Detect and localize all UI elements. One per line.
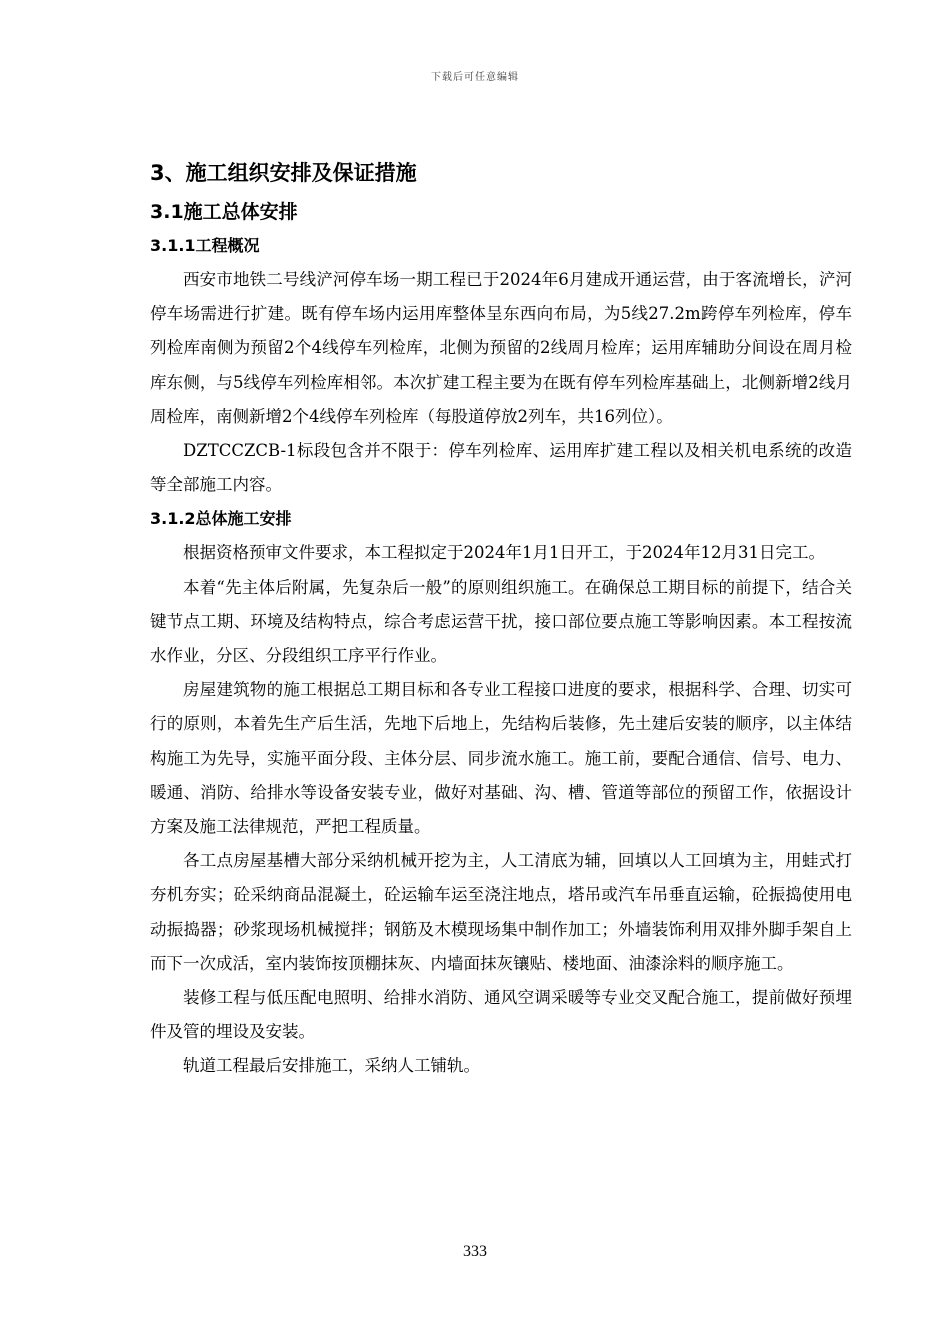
arrangement-paragraph: 房屋建筑物的施工根据总工期目标和各专业工程接口进度的要求，根据科学、合理、切实可行的原则，本着先生产后生活，先地下后地上，先结构后装修，先土建后安装的顺序，以主体结构施工为先导，实施平面分段、主体分层、同步流水施工。施工前，要配合通信、信号、电力、暖通、消防、给排水等设备安装专业，做好对基础、沟、槽、管道等部位的预留工作，依据设计方案及施工法律规范，严把工程质量。	[150, 680, 852, 837]
arrangement-paragraph: 根据资格预审文件要求，本工程拟定于2024年1月1日开工，于2024年12月31日完工。	[183, 543, 825, 563]
arrangement-paragraph: 装修工程与低压配电照明、给排水消防、通风空调采暖等专业交叉配合施工，提前做好预埋件及管的埋设及安装。	[150, 988, 852, 1042]
overview-heading: 3.1.1工程概况	[150, 236, 260, 255]
subsection-title: 3.1施工总体安排	[150, 201, 298, 223]
header-note: 下载后可任意编辑	[431, 72, 519, 83]
arrangement-paragraph: 各工点房屋基槽大部分采纳机械开挖为主，人工清底为辅，回填以人工回填为主，用蛙式打夯机夯实；砼采纳商品混凝土，砼运输车运至浇注地点，塔吊或汽车吊垂直运输，砼振捣使用电动振捣器；砂浆现场机械搅拌；钢筋及木模现场集中制作加工；外墙装饰利用双排外脚手架自上而下一次成活，室内装饰按顶棚抹灰、内墙面抹灰镶贴、楼地面、油漆涂料的顺序施工。	[150, 851, 852, 973]
overview-paragraph: 西安市地铁二号线浐河停车场一期工程已于2024年6月建成开通运营，由于客流增长，浐河停车场需进行扩建。既有停车场内运用库整体呈东西向布局，为5线27.2m跨停车列检库，停车列检库南侧为预留2个4线停车列检库，北侧为预留的2线周月检库；运用库辅助分间设在周月检库东侧，与5线停车列检库相邻。本次扩建工程主要为在既有停车列检库基础上，北侧新增2线月周检库，南侧新增2个4线停车列检库（每股道停放2列车，共16列位）。	[150, 270, 852, 426]
arrangement-heading: 3.1.2总体施工安排	[150, 509, 292, 529]
document-body	[150, 156, 852, 1084]
arrangement-paragraph: 本着“先主体后附属，先复杂后一般”的原则组织施工。在确保总工期目标的前提下，结合关键节点工期、环境及结构特点，综合考虑运营干扰，接口部位要点施工等影响因素。本工程按流水作业，分区、分段组织工序平行作业。	[150, 577, 852, 666]
arrangement-paragraph: 轨道工程最后安排施工，采纳人工铺轨。	[183, 1056, 480, 1076]
page-number: 333	[463, 1243, 487, 1260]
section-title: 3、施工组织安排及保证措施	[150, 161, 417, 185]
overview-paragraph: DZTCCZCB-1标段包含并不限于：停车列检库、运用库扩建工程以及相关机电系统的改造等全部施工内容。	[150, 441, 852, 495]
